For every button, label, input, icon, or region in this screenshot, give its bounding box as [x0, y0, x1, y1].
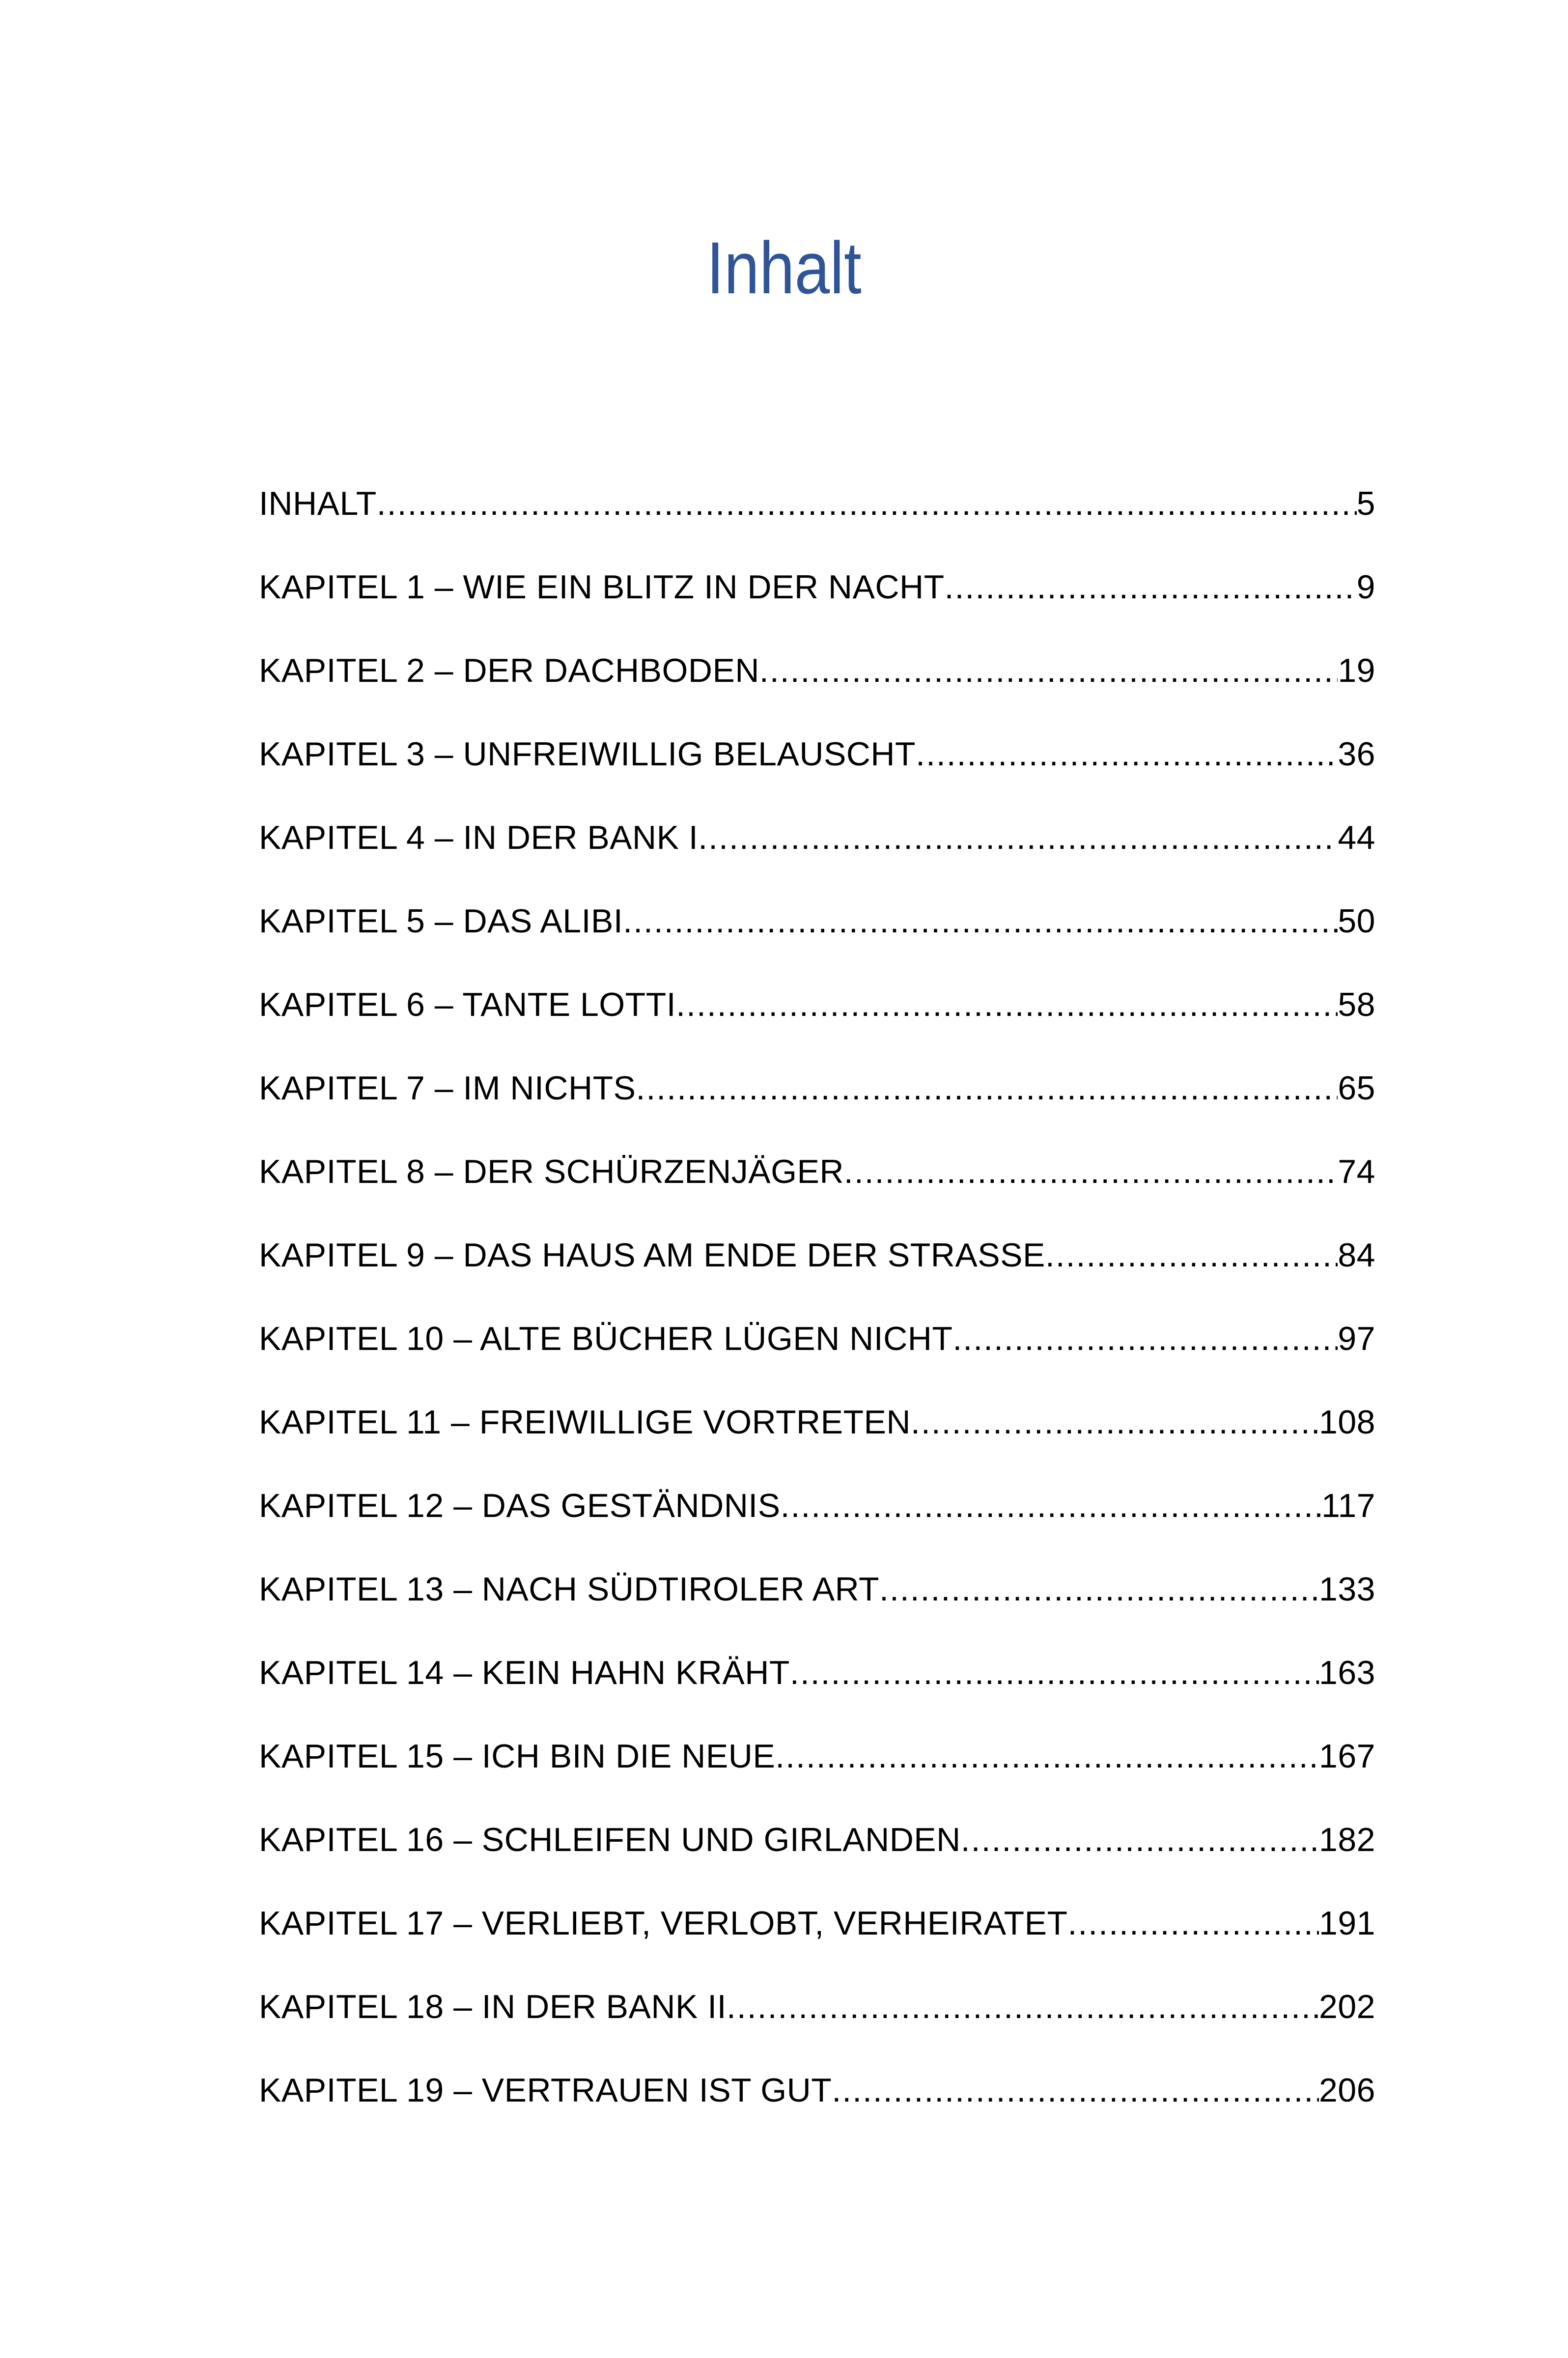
toc-entry[interactable] — [259, 1046, 1375, 1130]
toc-entry[interactable] — [259, 545, 1375, 629]
toc-entry-title: KAPITEL 12 – DAS GESTÄNDNIS — [259, 1487, 781, 1524]
toc-page-number: 65 — [1338, 1069, 1375, 1107]
toc-entry-title: KAPITEL 8 – DER SCHÜRZENJÄGER — [259, 1153, 844, 1190]
page-title: Inhalt — [706, 226, 862, 309]
table-of-contents — [259, 462, 1375, 2132]
dot-leader — [676, 963, 1338, 1046]
toc-entry-title: KAPITEL 10 – ALTE BÜCHER LÜGEN NICHT — [259, 1320, 953, 1357]
dot-leader — [952, 1297, 1338, 1380]
toc-page-number: 97 — [1338, 1320, 1375, 1357]
toc-entry-title: KAPITEL 1 – WIE EIN BLITZ IN DER NACHT — [259, 568, 945, 606]
toc-entry[interactable] — [259, 1631, 1375, 1714]
toc-entry[interactable] — [259, 1464, 1375, 1547]
dot-leader — [844, 1130, 1338, 1213]
toc-entry[interactable] — [259, 629, 1375, 712]
toc-entry[interactable] — [259, 1965, 1375, 2049]
toc-entry-title: KAPITEL 16 – SCHLEIFEN UND GIRLANDEN — [259, 1821, 961, 1858]
toc-page-number: 44 — [1338, 819, 1375, 856]
toc-entry[interactable] — [259, 1380, 1375, 1464]
dot-leader — [781, 1464, 1322, 1547]
toc-entry[interactable] — [259, 1547, 1375, 1631]
toc-page-number: 182 — [1319, 1821, 1375, 1858]
dot-leader — [775, 1714, 1319, 1798]
toc-page-number: 50 — [1338, 902, 1375, 940]
toc-entry-title: KAPITEL 9 – DAS HAUS AM ENDE DER STRASSE — [259, 1236, 1045, 1274]
toc-entry-title: KAPITEL 14 – KEIN HAHN KRÄHT — [259, 1654, 790, 1691]
toc-page-number: 163 — [1319, 1654, 1375, 1691]
dot-leader — [759, 629, 1338, 712]
dot-leader — [916, 712, 1338, 796]
toc-entry[interactable] — [259, 462, 1375, 545]
toc-entry-title: KAPITEL 7 – IM NICHTS — [259, 1069, 636, 1107]
toc-page-number: 167 — [1319, 1738, 1375, 1775]
toc-entry-title: KAPITEL 18 – IN DER BANK II — [259, 1988, 727, 2025]
toc-entry[interactable] — [259, 2049, 1375, 2132]
toc-entry[interactable] — [259, 963, 1375, 1046]
toc-entry-title: KAPITEL 11 – FREIWILLIGE VORTRETEN — [259, 1404, 911, 1441]
toc-entry[interactable] — [259, 1798, 1375, 1881]
toc-page-number: 133 — [1319, 1571, 1375, 1608]
dot-leader — [1068, 1881, 1319, 1965]
toc-entry-title: KAPITEL 2 – DER DACHBODEN — [259, 652, 759, 689]
toc-entry[interactable] — [259, 879, 1375, 963]
toc-page-number: 19 — [1338, 652, 1375, 689]
toc-page-number: 9 — [1356, 568, 1375, 606]
dot-leader — [832, 2049, 1319, 2132]
toc-entry[interactable] — [259, 1297, 1375, 1380]
dot-leader — [377, 462, 1357, 545]
toc-page-number: 191 — [1319, 1905, 1375, 1942]
dot-leader — [623, 879, 1338, 963]
toc-entry-title: INHALT — [259, 485, 377, 522]
toc-page-number: 117 — [1321, 1487, 1375, 1524]
dot-leader — [961, 1798, 1319, 1881]
toc-page-number: 108 — [1319, 1404, 1375, 1441]
toc-page-number: 58 — [1338, 986, 1375, 1023]
toc-entry-title: KAPITEL 6 – TANTE LOTTI — [259, 986, 676, 1023]
dot-leader — [945, 545, 1357, 629]
toc-entry[interactable] — [259, 1714, 1375, 1798]
toc-entry-title: KAPITEL 15 – ICH BIN DIE NEUE — [259, 1738, 776, 1775]
dot-leader — [698, 796, 1338, 879]
toc-page-number: 84 — [1338, 1236, 1375, 1274]
toc-entry[interactable] — [259, 1213, 1375, 1297]
dot-leader — [727, 1965, 1319, 2049]
toc-entry-title: KAPITEL 4 – IN DER BANK I — [259, 819, 699, 856]
toc-entry-title: KAPITEL 13 – NACH SÜDTIROLER ART — [259, 1571, 880, 1608]
toc-page-number: 202 — [1319, 1988, 1375, 2025]
dot-leader — [636, 1046, 1338, 1130]
dot-leader — [1045, 1213, 1338, 1297]
toc-entry[interactable] — [259, 796, 1375, 879]
toc-entry-title: KAPITEL 19 – VERTRAUEN IST GUT — [259, 2072, 832, 2109]
toc-entry[interactable] — [259, 712, 1375, 796]
toc-entry-title: KAPITEL 17 – VERLIEBT, VERLOBT, VERHEIRATET — [259, 1905, 1068, 1942]
dot-leader — [911, 1380, 1319, 1464]
toc-page-number: 206 — [1319, 2072, 1375, 2109]
dot-leader — [790, 1631, 1319, 1714]
toc-page-number: 5 — [1356, 485, 1375, 522]
toc-entry[interactable] — [259, 1130, 1375, 1213]
toc-entry[interactable] — [259, 1881, 1375, 1965]
dot-leader — [879, 1547, 1319, 1631]
toc-entry-title: KAPITEL 3 – UNFREIWILLIG BELAUSCHT — [259, 735, 916, 773]
toc-entry-title: KAPITEL 5 – DAS ALIBI — [259, 902, 623, 940]
toc-page-number: 74 — [1338, 1153, 1375, 1190]
toc-page-number: 36 — [1338, 735, 1375, 773]
